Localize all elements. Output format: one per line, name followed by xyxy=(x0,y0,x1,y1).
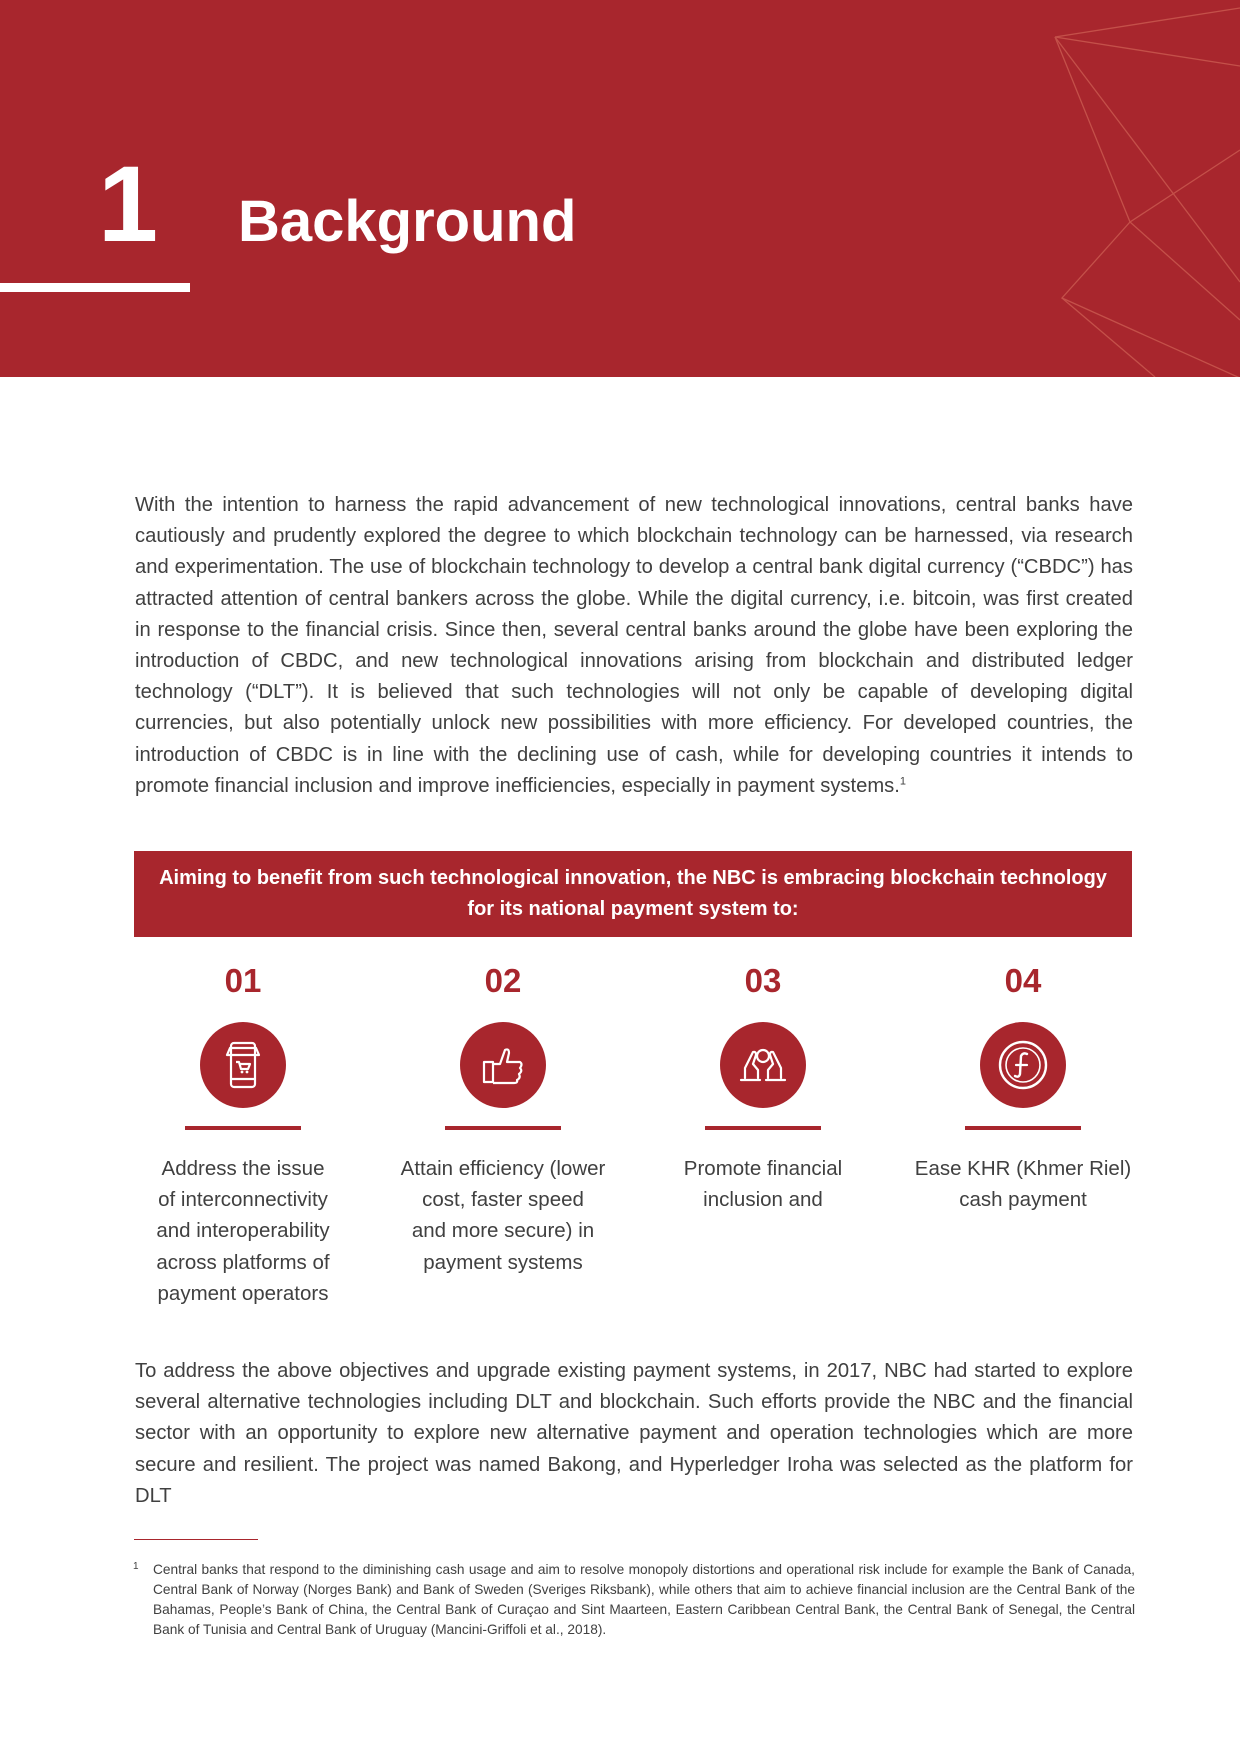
objective-04 xyxy=(903,960,1143,1215)
objective-description xyxy=(383,1153,623,1278)
objective-divider xyxy=(185,1126,301,1130)
objective-text-line: inclusion and xyxy=(703,1188,823,1212)
objective-text-line: and interoperability xyxy=(156,1219,330,1243)
objective-number: 01 xyxy=(224,962,262,999)
objective-icon-circle xyxy=(460,1022,546,1108)
objective-01 xyxy=(123,960,363,1309)
intro-text: With the intention to harness the rapid advancement of new technological innovations, central banks have cautiously and prudently explored the degree to which blockchain technology can be harnessed, via research and experimentation. The use of blockchain technology to develop a central bank digital currency (“CBDC”) has attracted attention of central bankers across the globe. While the digital currency, i.e. bitcoin, was first created in response to the financial crisis. Since then, several central banks around the globe have been exploring the introduction of CBDC, and new technological innovations arising from blockchain and distributed ledger technology (“DLT”). It is believed that such technologies will not only be capable of developing digital currencies, but also potentially unlock new possibilities with more efficiency. For developed countries, the introduction of CBDC is in line with the declining use of cash, while for developing countries it intends to promote financial inclusion and improve inefficiencies, especially in payment systems. xyxy=(135,494,1133,797)
objective-text-line: Promote financial xyxy=(683,1157,843,1180)
objective-icon-circle xyxy=(720,1022,806,1108)
footnote xyxy=(133,1560,1135,1640)
objective-text-line: cash payment xyxy=(959,1188,1087,1212)
objective-description xyxy=(903,1153,1143,1215)
objective-text-line: cost, faster speed xyxy=(422,1188,584,1212)
geometric-lines-decoration xyxy=(0,0,1240,377)
riel-coin-icon xyxy=(980,1022,1066,1108)
objective-divider xyxy=(965,1126,1081,1130)
thumbs-up-icon xyxy=(460,1022,546,1108)
objective-description xyxy=(123,1153,363,1309)
objectives-banner-line-1: Aiming to benefit from such technological innovation, the NBC is embracing blockchain technology xyxy=(159,867,1107,889)
objective-number: 02 xyxy=(484,962,522,999)
chapter-number: 1 xyxy=(98,143,157,264)
footnote-divider xyxy=(134,1539,258,1540)
objective-number: 04 xyxy=(1004,962,1042,999)
objective-divider xyxy=(445,1126,561,1130)
objective-text-line: payment operators xyxy=(157,1281,329,1305)
footnote-reference[interactable]: 1 xyxy=(899,775,907,788)
objective-03 xyxy=(643,960,883,1215)
objective-icon-circle xyxy=(200,1022,286,1108)
objective-text-line: Attain efficiency (lower xyxy=(400,1157,606,1180)
footnote-marker: 1 xyxy=(133,1561,139,1572)
hands-coin-icon xyxy=(720,1022,806,1108)
body-paragraph: To address the above objectives and upgrade existing payment systems, in 2017, NBC had started to explore several alternative technologies including DLT and blockchain. Such efforts provide the NBC and the financial sector with an opportunity to explore new alternative payment and operation technologies which are more secure and resilient. The project was named Bakong, and Hyperledger Iroha was selected as the platform for DLT xyxy=(135,1360,1133,1507)
objective-icon-circle xyxy=(980,1022,1066,1108)
objective-number: 03 xyxy=(744,962,782,999)
intro-paragraph xyxy=(135,490,1133,802)
chapter-header-band xyxy=(0,0,1240,377)
objective-text-line: payment systems xyxy=(423,1250,583,1274)
objective-text-line: and more secure) in xyxy=(411,1219,595,1243)
chapter-number-underline xyxy=(0,283,190,292)
objective-text-line: of interconnectivity xyxy=(158,1188,328,1212)
objective-description xyxy=(643,1153,883,1215)
objective-text-line: across platforms of xyxy=(156,1250,330,1274)
objective-text-line: Ease KHR (Khmer Riel) xyxy=(914,1157,1132,1180)
mobile-shopping-icon xyxy=(200,1022,286,1108)
objectives-banner xyxy=(134,851,1132,937)
chapter-title: Background xyxy=(238,189,577,254)
footnote-text: Central banks that respond to the diminishing cash usage and aim to resolve monopoly distortions and operational risk include for example the Bank of Canada, Central Bank of Norway (Norges Bank) and Bank of Sweden (Sveriges Riksbank), while others that aim to achieve financial inclusion are the Central Bank of the Bahamas, People’s Bank of China, the Central Bank of Curaçao and Sint Maarteen, Eastern Caribbean Central Bank, the Central Bank of Senegal, the Central Bank of Tunisia and Central Bank of Uruguay (Mancini-Griffoli et al., 2018). xyxy=(153,1562,1135,1637)
objective-02 xyxy=(383,960,623,1278)
objective-text-line: Address the issue xyxy=(161,1157,325,1180)
objectives-banner-line-2: for its national payment system to: xyxy=(467,898,799,920)
objective-divider xyxy=(705,1126,821,1130)
